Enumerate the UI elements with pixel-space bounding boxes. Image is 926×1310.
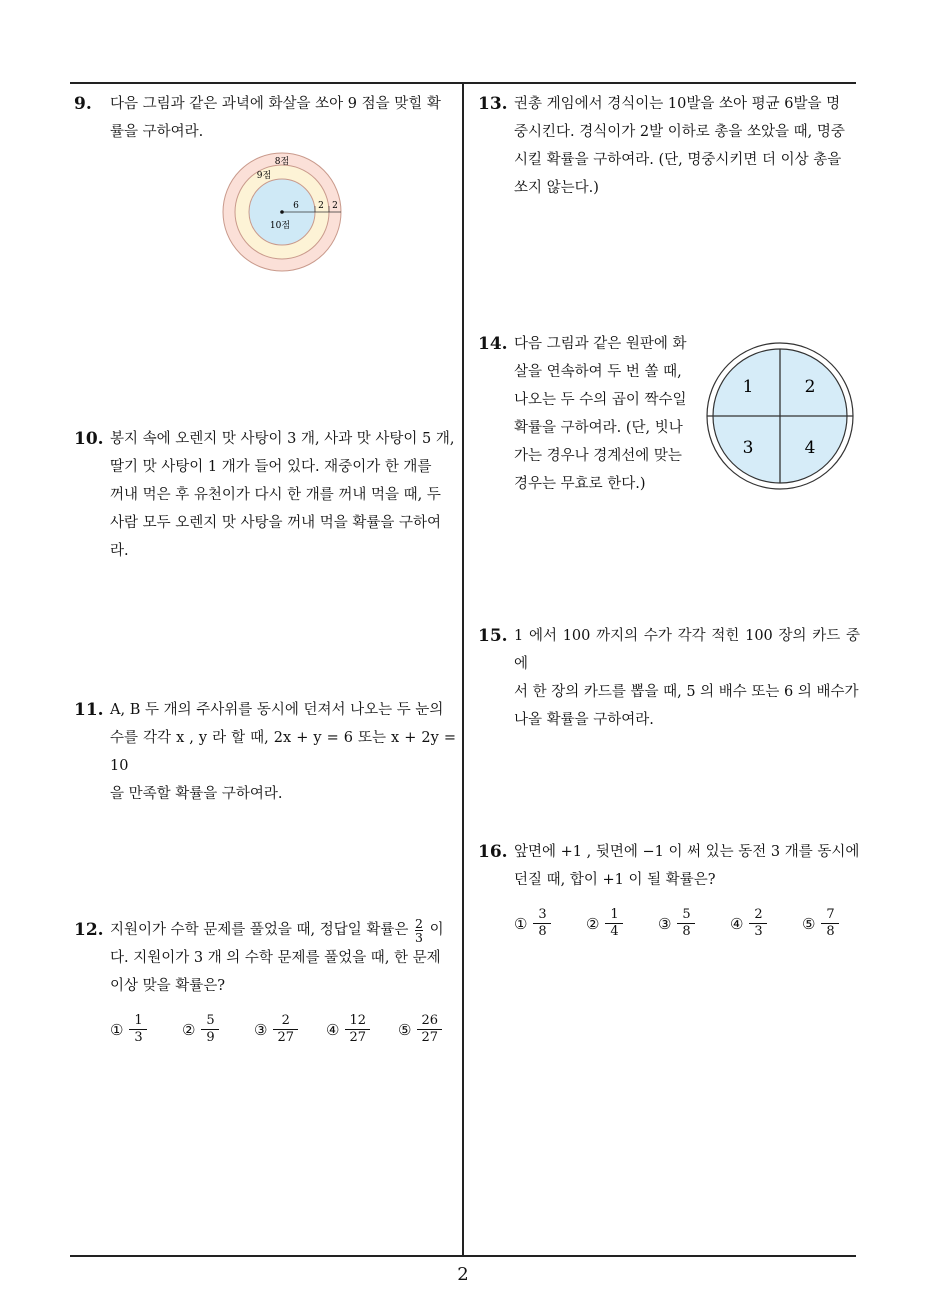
choice-5[interactable]: ⑤ $\frac{7}{8}$ [802,908,874,939]
question-text: 지원이가 수학 문제를 풀었을 때, 정답일 확률은 $\frac{2}{3}$ 이 다. 지원이가 3 개 의 수학 문제를 풀었을 때, 한 문제 이상 맞을 확률은? [110,915,444,994]
choice-1[interactable]: ① $\frac{1}{3}$ [110,1014,182,1045]
radius-2b: 2 [332,201,338,211]
choice-1[interactable]: ① $\frac{3}{8}$ [514,908,586,939]
choice-3[interactable]: ③ $\frac{5}{8}$ [658,908,730,939]
choice-2[interactable]: ② $\frac{5}{9}$ [182,1014,254,1045]
choice-4[interactable]: ④ $\frac{12}{27}$ [326,1014,398,1045]
question-text: 앞면에 +1 , 뒷면에 −1 이 써 있는 동전 3 개를 동시에 던질 때, 합이 +1 이 될 확률은? [514,844,860,888]
choices-q16 [514,908,874,939]
question-number: 14. [478,334,508,354]
choice-4[interactable]: ④ $\frac{2}{3}$ [730,908,802,939]
question-number: 11. [74,700,104,720]
sector-4: 4 [804,438,816,458]
question-text: 다음 그림과 같은 과녁에 화살을 쏘아 9 점을 맞힐 확 률을 구하여라. [110,96,441,140]
choice-3[interactable]: ③ $\frac{2}{27}$ [254,1014,326,1045]
question-number: 16. [478,842,508,862]
question-9 [74,90,456,146]
label-8: 8점 [274,157,290,167]
fraction: $\frac{2}{3}$ [415,915,423,945]
label-10: 10점 [269,221,291,231]
question-text: 1 에서 100 까지의 수가 각각 적힌 100 장의 카드 중에 서 한 장의 카드를 뽑을 때, 5 의 배수 또는 6 의 배수가 나올 확률을 구하여라. [514,628,860,728]
page-number: 2 [457,1264,469,1285]
radius-6: 6 [293,201,299,211]
label-9: 9점 [256,171,272,181]
sector-3: 3 [742,438,754,458]
question-16 [478,838,860,894]
target-figure [220,150,344,274]
question-11 [74,696,456,808]
question-14 [478,330,696,498]
question-number: 13. [478,94,508,114]
question-text: 권총 게임에서 경식이는 10발을 쏘아 평균 6발을 명 중시킨다. 경식이가 2발 이하로 총을 쏘았을 때, 명중 시킬 확률을 구하여라. (단, 명중시키면 더 이상 총을 쏘지 않는다.) [514,96,845,196]
question-12 [74,916,456,1000]
choices-q12 [110,1014,470,1045]
question-13 [478,90,860,202]
question-text: 다음 그림과 같은 원판에 화 살을 연속하여 두 번 쏠 때, 나오는 두 수의 곱이 짝수일 확률을 구하여라. (단, 빗나 가는 경우나 경계선에 맞는 경우는 무효로 한다.) [514,336,687,492]
radius-2a: 2 [318,201,324,211]
sector-1: 1 [742,377,754,397]
question-number: 15. [478,626,508,646]
question-number: 9. [74,94,92,114]
sector-2: 2 [804,377,816,397]
question-15 [478,622,860,734]
column-divider [462,82,464,1256]
disk-figure [703,340,857,492]
choice-5[interactable]: ⑤ $\frac{26}{27}$ [398,1014,470,1045]
bottom-rule [70,1255,856,1257]
question-text: A, B 두 개의 주사위를 동시에 던져서 나오는 두 눈의 수를 각각 x , y 라 할 때, 2x + y = 6 또는 x + 2y = 10 을 만족할 확률을 구하여라. [110,702,456,802]
question-text: 봉지 속에 오렌지 맛 사탕이 3 개, 사과 맛 사탕이 5 개, 딸기 맛 사탕이 1 개가 들어 있다. 재중이가 한 개를 꺼내 먹은 후 유천이가 다시 한 개를 꺼내 먹을 때, 두 사람 모두 오렌지 맛 사탕을 꺼내 먹을 확률을 구하여 라. [110,431,455,559]
choice-2[interactable]: ② $\frac{1}{4}$ [586,908,658,939]
question-number: 10. [74,429,104,449]
question-number: 12. [74,920,104,940]
center-dot [280,210,284,214]
question-10 [74,425,456,565]
